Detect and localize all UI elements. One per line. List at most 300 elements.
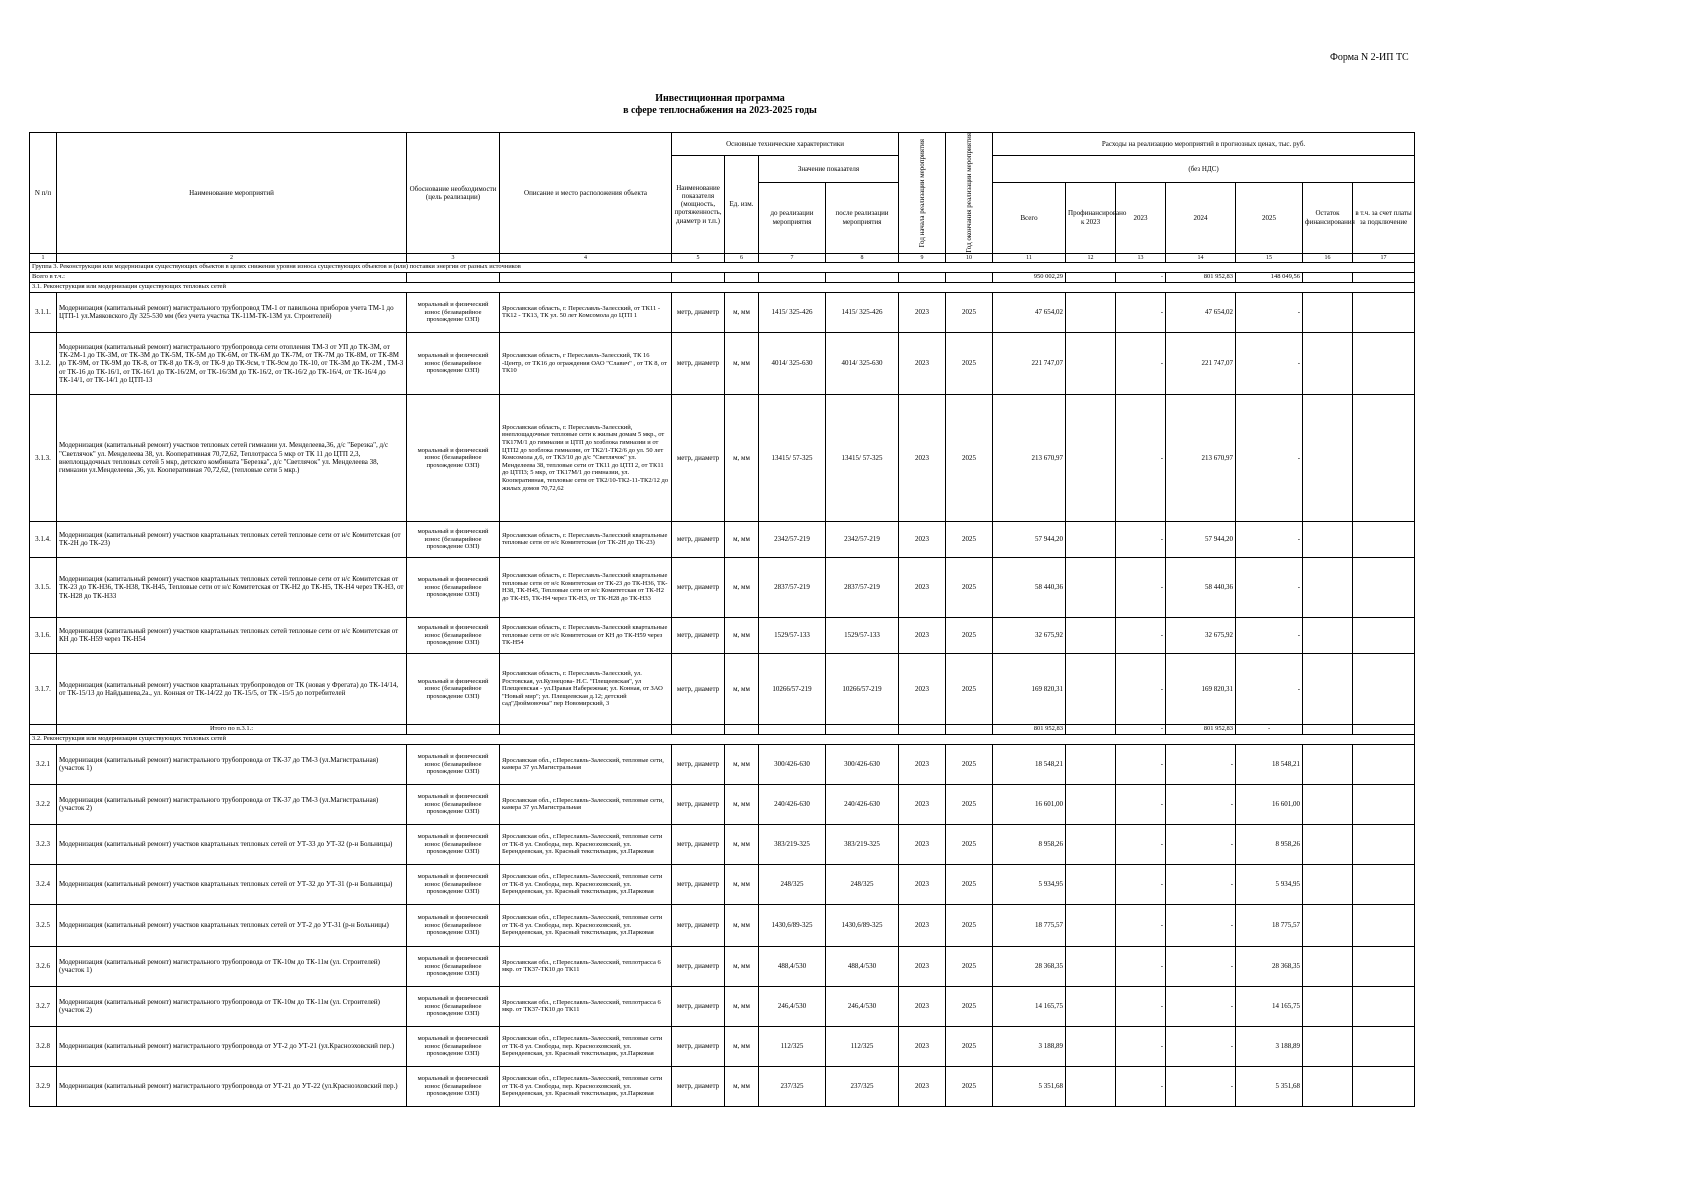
cost-2023: - [1116,904,1166,946]
title-line-1: Инвестиционная программа [655,93,785,104]
column-number: 12 [1066,253,1116,262]
unit: м, мм [725,521,759,557]
object-description: Ярославская область, г Переславль-Залесский, ТК 16 -Центр, от ТК16 до ограждения ОАО "Славич" , от ТК 8, от ТК10 [500,332,672,394]
financed [1066,946,1116,986]
unit: м, мм [725,1066,759,1106]
value-after: 2342/57-219 [826,521,899,557]
measure-name: Модернизация (капитальный ремонт) магистрального трубопровода сети отопления ТМ-3 от УП до ТК-3М, от ТК-2М-1 до ТК-3М, от ТК-3М до ТК-5М, ТК-5М до ТК-6М, от ТК-6М до ТК-7М, от ТК-7М до ТК-8М, от ТК-8М до ТК-9М, от ТК-9М до ТК-8, от ТК-8 до ТК-9, от ТК-9 до ТК-9см, т ТК-9см до ТК-10, от ТК-3М до ТК-2М , ТМ-3 от ТК-16 до ТК-16/1, от ТК-16/1 до ТК-16/2М, от ТК-16/3М до ТК-16/2, от ТК-16/2 до ТК-16/4, от ТК-16/4 до ТК-14/1, от ТК-14/1 до ЦТП-13 [57,332,407,394]
indicator: метр, диаметр [672,653,725,724]
section-3-1-heading: 3.1. Реконструкция или модернизация существующих тепловых сетей [30,282,1415,292]
table-row [30,332,1415,394]
value-before: 237/325 [759,1066,826,1106]
year-start: 2023 [899,784,946,824]
value-before: 1529/57-133 [759,617,826,653]
cost-2023: - [1116,824,1166,864]
remaining [1303,1066,1353,1106]
measure-name: Модернизация (капитальный ремонт) участков квартальных трубопроводов от ТК (новая у Фрегата) до ТК-14/14, от ТК-15/13 до Найдышева,2а., ул. Конная от ТК-14/22 до ТК-15/5, от ТК -15/5 до потребителей [57,653,407,724]
column-numbers-row [30,253,1415,262]
year-start: 2023 [899,1026,946,1066]
cost-total: 5 351,68 [993,1066,1066,1106]
col-indicator: Наименование показателя (мощность, протяженность, диаметр и т.п.) [672,156,725,254]
object-description: Ярославская обл., г.Переславль-Залесский, тепловые сети от ТК-8 ул. Свободы, пер. Красноэховский, ул. Берендеевская, ул. Красный текстильщик, ул.Парковая [500,824,672,864]
cost-2025: - [1236,557,1303,617]
value-before: 240/426-630 [759,784,826,824]
row-number: 3.1.3. [30,394,57,521]
financed [1066,1066,1116,1106]
cost-2024: 221 747,07 [1166,332,1236,394]
reason: моральный и физический износ (безаварийное прохождение ОЗП) [407,824,500,864]
cost-2024: - [1166,864,1236,904]
table-row [30,946,1415,986]
indicator: метр, диаметр [672,864,725,904]
cost-2023: - [1116,394,1166,521]
year-end: 2025 [946,1026,993,1066]
col-name: Наименование мероприятий [57,133,407,254]
financed [1066,864,1116,904]
col-tech: Основные технические характеристики [672,133,899,156]
year-start: 2023 [899,521,946,557]
cost-total: 169 820,31 [993,653,1066,724]
year-start: 2023 [899,394,946,521]
cost-2025: 18 775,57 [1236,904,1303,946]
value-before: 248/325 [759,864,826,904]
table-row [30,784,1415,824]
indicator: метр, диаметр [672,784,725,824]
table-header [30,133,1415,263]
year-end: 2025 [946,394,993,521]
total-all: 950 002,29 [993,272,1066,282]
col-financed: Профинансировано к 2023 [1066,182,1116,253]
measure-name: Модернизация (капитальный ремонт) магистрального трубопровода от УТ-2 до УТ-21 (ул.Красноэховский пер.) [57,1026,407,1066]
title-line-2: в сфере теплоснабжения на 2023-2025 годы [623,105,817,116]
cost-2024: 169 820,31 [1166,653,1236,724]
year-start: 2023 [899,557,946,617]
subtotal-total: 801 952,83 [993,724,1066,734]
cost-2025: 5 351,68 [1236,1066,1303,1106]
value-before: 4014/ 325-630 [759,332,826,394]
indicator: метр, диаметр [672,1026,725,1066]
incl-fee [1353,653,1415,724]
year-end: 2025 [946,653,993,724]
table-row [30,557,1415,617]
reason: моральный и физический износ (безаварийное прохождение ОЗП) [407,1066,500,1106]
value-before: 383/219-325 [759,824,826,864]
indicator: метр, диаметр [672,1066,725,1106]
col-after: после реализации мероприятия [826,182,899,253]
column-number: 1 [30,253,57,262]
incl-fee [1353,904,1415,946]
table-body [30,262,1415,1106]
row-number: 3.1.1. [30,292,57,332]
cost-total: 18 775,57 [993,904,1066,946]
incl-fee [1353,744,1415,784]
cost-total: 18 548,21 [993,744,1066,784]
year-end: 2025 [946,946,993,986]
cost-total: 14 165,75 [993,986,1066,1026]
table-row [30,864,1415,904]
reason: моральный и физический износ (безаварийное прохождение ОЗП) [407,946,500,986]
year-end: 2025 [946,784,993,824]
reason: моральный и физический износ (безаварийное прохождение ОЗП) [407,557,500,617]
cost-total: 57 944,20 [993,521,1066,557]
cost-2025: 5 934,95 [1236,864,1303,904]
reason: моральный и физический износ (безаварийное прохождение ОЗП) [407,864,500,904]
cost-2023: - [1116,864,1166,904]
cost-2023: - [1116,332,1166,394]
measure-name: Модернизация (капитальный ремонт) магистрального трубопровода от ТК-10м до ТК-11м (ул. Строителей) (участок 2) [57,986,407,1026]
reason: моральный и физический износ (безаварийное прохождение ОЗП) [407,394,500,521]
object-description: Ярославская обл., г.Переславль-Залесский, тепловые сети, камера 37 ул.Магистральная [500,744,672,784]
indicator: метр, диаметр [672,744,725,784]
cost-2024: - [1166,744,1236,784]
column-number: 6 [725,253,759,262]
measure-name: Модернизация (капитальный ремонт) участков квартальных тепловых сетей от УТ-2 до УТ-31 (р-н Больницы) [57,904,407,946]
total-2025: 148 049,56 [1236,272,1303,282]
value-after: 112/325 [826,1026,899,1066]
cost-2023: - [1116,744,1166,784]
measure-name: Модернизация (капитальный ремонт) участков квартальных тепловых сетей от УТ-32 до УТ-31 (р-н Больницы) [57,864,407,904]
table-row [30,617,1415,653]
financed [1066,824,1116,864]
value-before: 246,4/530 [759,986,826,1026]
financed [1066,653,1116,724]
value-after: 237/325 [826,1066,899,1106]
row-number: 3.2.7 [30,986,57,1026]
form-label: Форма N 2-ИП ТС [1330,52,1409,63]
financed [1066,617,1116,653]
incl-fee [1353,1026,1415,1066]
indicator: метр, диаметр [672,394,725,521]
section-3-2-heading: 3.2. Реконструкция или модернизация существующих тепловых сетей [30,734,1415,744]
year-start: 2023 [899,617,946,653]
col-num: N п/п [30,133,57,254]
column-number: 7 [759,253,826,262]
financed [1066,332,1116,394]
year-end: 2025 [946,904,993,946]
remaining [1303,986,1353,1026]
financed [1066,521,1116,557]
cost-2023: - [1116,1066,1166,1106]
year-start: 2023 [899,986,946,1026]
column-number: 3 [407,253,500,262]
cost-2024: - [1166,784,1236,824]
cost-2024: 57 944,20 [1166,521,1236,557]
object-description: Ярославская обл., г.Переславль-Залесский, тепловые сети от ТК-8 ул. Свободы, пер. Красноэховский, ул. Берендеевская, ул. Красный текстильщик, ул.Парковая [500,864,672,904]
value-after: 300/426-630 [826,744,899,784]
indicator: метр, диаметр [672,824,725,864]
col-2024: 2024 [1166,182,1236,253]
measure-name: Модернизация (капитальный ремонт) магистрального трубопровод ТМ-1 от павильона приборов учета ТМ-1 до ЦТП-1 ул.Маяковского Ду 325-530 мм (без учета участка ТК-11М-ТК-13М ул. Строителей) [57,292,407,332]
cost-total: 58 440,36 [993,557,1066,617]
value-after: 488,4/530 [826,946,899,986]
remaining [1303,653,1353,724]
year-start: 2023 [899,653,946,724]
object-description: Ярославская область, г. Переславль-Залесский квартальные тепловые сети от н/с Комитетская от ТК-23 до ТК-Н36, ТК-Н38, ТК-Н45, Тепловые сети от н/с Комитетская от ТК-Н2 до ТК-Н5, ТК-Н4 через ТК-Н3, от ТК-Н28 до ТК-Н33 [500,557,672,617]
cost-2023: - [1116,617,1166,653]
col-remaining: Остаток финансирования [1303,182,1353,253]
reason: моральный и физический износ (безаварийное прохождение ОЗП) [407,617,500,653]
row-number: 3.2.4 [30,864,57,904]
subtotal-row [30,724,1415,734]
year-start: 2023 [899,864,946,904]
unit: м, мм [725,986,759,1026]
unit: м, мм [725,557,759,617]
subtotal-2025: - [1236,724,1303,734]
unit: м, мм [725,332,759,394]
year-start: 2023 [899,332,946,394]
column-number: 16 [1303,253,1353,262]
total-label: Всего в т.ч.: [30,272,407,282]
measure-name: Модернизация (капитальный ремонт) участков тепловых сетей гимназии ул. Менделеева,36, д/с "Березка", д/с "Светлячок" ул. Менделеева 38, ул. Кооперативная 70,72,62, Теплотрасса 5 мкр от ТК 11 до ЦТП 2,3, внеплощадочных тепловых сетей 5 мкр, детского комбината "Березка", д/с "Светлячок" ул. Менделеева 38, гимназии ул.Менделеева ,36, ул. Кооперативная 70,72,62, (тепловые сети 5 мкр.) [57,394,407,521]
total-row [30,272,1415,282]
object-description: Ярославская область, г. Переславль-Залесский, ул. Ростовская, ул.Кузнецова- Н.С. "Плещеевская", ул Плещеевская - ул.Правая Набережная; ул. Конная, от ЗАО "Новый мир"; ул. Плещеевская д.12; детский сад"Дюймовочка" пер Новомирский, 3 [500,653,672,724]
cost-2024: 213 670,97 [1166,394,1236,521]
indicator: метр, диаметр [672,521,725,557]
column-number: 8 [826,253,899,262]
incl-fee [1353,617,1415,653]
table-row [30,394,1415,521]
value-after: 1430,6/89-325 [826,904,899,946]
year-start: 2023 [899,824,946,864]
col-year-end: Год окончания реализации мероприятия [946,133,993,254]
cost-2024: - [1166,904,1236,946]
cost-2024: - [1166,1026,1236,1066]
total-2024: 801 952,83 [1166,272,1236,282]
reason: моральный и физический износ (безаварийное прохождение ОЗП) [407,292,500,332]
col-2025: 2025 [1236,182,1303,253]
reason: моральный и физический износ (безаварийное прохождение ОЗП) [407,986,500,1026]
cost-2024: 32 675,92 [1166,617,1236,653]
incl-fee [1353,986,1415,1026]
cost-2023: - [1116,1026,1166,1066]
table-row [30,1026,1415,1066]
cost-2025: 14 165,75 [1236,986,1303,1026]
indicator: метр, диаметр [672,904,725,946]
value-before: 13415/ 57-325 [759,394,826,521]
year-end: 2025 [946,521,993,557]
table-row [30,904,1415,946]
cost-2025: - [1236,394,1303,521]
value-after: 10266/57-219 [826,653,899,724]
remaining [1303,824,1353,864]
reason: моральный и физический износ (безаварийное прохождение ОЗП) [407,521,500,557]
value-after: 2837/57-219 [826,557,899,617]
measure-name: Модернизация (капитальный ремонт) магистрального трубопровода от УТ-21 до УТ-22 (ул.Красноэховский пер.) [57,1066,407,1106]
subtotal-2023: - [1116,724,1166,734]
col-before: до реализации мероприятия [759,182,826,253]
reason: моральный и физический износ (безаварийное прохождение ОЗП) [407,1026,500,1066]
row-number: 3.1.7. [30,653,57,724]
value-after: 248/325 [826,864,899,904]
total-2023: - [1116,272,1166,282]
year-end: 2025 [946,617,993,653]
row-number: 3.2.2 [30,784,57,824]
unit: м, мм [725,946,759,986]
table-row [30,653,1415,724]
col-year-start: Год начала реализации мероприятия [899,133,946,254]
cost-2025: - [1236,521,1303,557]
unit: м, мм [725,744,759,784]
column-number: 15 [1236,253,1303,262]
incl-fee [1353,784,1415,824]
value-before: 488,4/530 [759,946,826,986]
row-number: 3.2.5 [30,904,57,946]
object-description: Ярославская область, г. Переславль-Залесский квартальные тепловые сети от н/с Комитетская от КН до ТК-Н59 через ТК-Н54 [500,617,672,653]
object-description: Ярославская обл., г.Переславль-Залесский, тепловые сети от ТК-8 ул. Свободы, пер. Красноэховский, ул. Берендеевская, ул. Красный текстильщик, ул.Парковая [500,1026,672,1066]
unit: м, мм [725,617,759,653]
table-row [30,824,1415,864]
year-end: 2025 [946,332,993,394]
value-before: 300/426-630 [759,744,826,784]
financed [1066,557,1116,617]
measure-name: Модернизация (капитальный ремонт) участков квартальных тепловых сетей от УТ-33 до УТ-32 (р-н Больницы) [57,824,407,864]
col-unit: Ед. изм. [725,156,759,254]
cost-2023: - [1116,784,1166,824]
table-row [30,1066,1415,1106]
row-number: 3.2.1 [30,744,57,784]
row-number: 3.1.4. [30,521,57,557]
table-row [30,521,1415,557]
year-end: 2025 [946,1066,993,1106]
cost-2024: 47 654,02 [1166,292,1236,332]
column-number: 14 [1166,253,1236,262]
measure-name: Модернизация (капитальный ремонт) магистрального трубопровода от ТК-10м до ТК-11м (ул. Строителей) (участок 1) [57,946,407,986]
col-vat: (без НДС) [993,156,1415,183]
remaining [1303,744,1353,784]
cost-2024: - [1166,946,1236,986]
cost-2025: 3 188,89 [1236,1026,1303,1066]
value-before: 10266/57-219 [759,653,826,724]
indicator: метр, диаметр [672,557,725,617]
column-number: 9 [899,253,946,262]
year-start: 2023 [899,904,946,946]
row-number: 3.2.9 [30,1066,57,1106]
cost-2025: - [1236,617,1303,653]
reason: моральный и физический износ (безаварийное прохождение ОЗП) [407,744,500,784]
year-start: 2023 [899,744,946,784]
year-end: 2025 [946,986,993,1026]
object-description: Ярославская область, г. Переславль-Залесский квартальные тепловые сети от н/с Комитетская (от ТК-2Н до ТК-23) [500,521,672,557]
unit: м, мм [725,904,759,946]
reason: моральный и физический износ (безаварийное прохождение ОЗП) [407,653,500,724]
row-number: 3.1.6. [30,617,57,653]
column-number: 4 [500,253,672,262]
col-value-group: Значение показателя [759,156,899,183]
financed [1066,744,1116,784]
object-description: Ярославская область, г. Переславль-Залесский, внеплощадочные тепловые сети к жилым домам 5 мкр., от ТК17М/1 до гимназии и ЦТП до хозблока гимназии и от ЦТП2 до хозблока гимназии, от ТК2/1-ТК2/6 до ул. 50 лет Комсомола д.6, от ТК3/10 до д/с "Светлячок" ул. Менделеева 38, тепловые сети от ТК11 до ЦТП 2, от ТК11 до ЦТП3; 5 мкр, от ТК17М/1 до гимназии, ул. Кооперативная, тепловые сети от ТК2/10-ТК2-11-ТК2/12 до жилых домов 70,72,62 [500,394,672,521]
measure-name: Модернизация (капитальный ремонт) магистрального трубопровода от ТК-37 до ТМ-3 (ул.Магистральная) (участок 1) [57,744,407,784]
incl-fee [1353,824,1415,864]
value-before: 2342/57-219 [759,521,826,557]
indicator: метр, диаметр [672,617,725,653]
object-description: Ярославская обл., г.Переславль-Залесский, тепловые сети от ТК-8 ул. Свободы, пер. Красноэховский, ул. Берендеевская, ул. Красный текстильщик, ул.Парковая [500,1066,672,1106]
object-description: Ярославская обл., г.Переславль-Залесский, тепловые сети, камера 37 ул.Магистральная [500,784,672,824]
unit: м, мм [725,824,759,864]
investment-table [29,132,1415,1107]
value-after: 4014/ 325-630 [826,332,899,394]
value-after: 240/426-630 [826,784,899,824]
financed [1066,292,1116,332]
object-description: Ярославская область, г. Переславль-Залесский, от ТК11 - ТК12 - ТК13, ТК ул. 50 лет Комсомола до ЦТП 1 [500,292,672,332]
remaining [1303,521,1353,557]
incl-fee [1353,394,1415,521]
value-after: 383/219-325 [826,824,899,864]
col-total: Всего [993,182,1066,253]
reason: моральный и физический износ (безаварийное прохождение ОЗП) [407,904,500,946]
col-costs: Расходы на реализацию мероприятий в прогнозных ценах, тыс. руб. [993,133,1415,156]
object-description: Ярославская обл., г.Переславль-Залесский, теплотрасса 6 мкр. от ТК37-ТК10 до ТК11 [500,946,672,986]
table-row [30,292,1415,332]
cost-2024: - [1166,1066,1236,1106]
column-number: 13 [1116,253,1166,262]
cost-2024: - [1166,824,1236,864]
subtotal-2024: 801 952,83 [1166,724,1236,734]
object-description: Ярославская обл., г.Переславль-Залесский, теплотрасса 6 мкр. от ТК37-ТК10 до ТК11 [500,986,672,1026]
col-reason: Обоснование необходимости (цель реализации) [407,133,500,254]
cost-total: 221 747,07 [993,332,1066,394]
cost-2023: - [1116,292,1166,332]
document-title [0,93,1440,117]
cost-2024: 58 440,36 [1166,557,1236,617]
cost-2025: 16 601,00 [1236,784,1303,824]
col-desc: Описание и место расположения объекта [500,133,672,254]
value-before: 2837/57-219 [759,557,826,617]
year-start: 2023 [899,946,946,986]
incl-fee [1353,864,1415,904]
remaining [1303,394,1353,521]
remaining [1303,904,1353,946]
cost-2025: - [1236,292,1303,332]
cost-2025: - [1236,332,1303,394]
value-before: 1415/ 325-426 [759,292,826,332]
indicator: метр, диаметр [672,292,725,332]
financed [1066,904,1116,946]
indicator: метр, диаметр [672,946,725,986]
column-number: 2 [57,253,407,262]
remaining [1303,617,1353,653]
remaining [1303,557,1353,617]
cost-2023: - [1116,557,1166,617]
cost-2025: 18 548,21 [1236,744,1303,784]
year-end: 2025 [946,744,993,784]
remaining [1303,784,1353,824]
year-end: 2025 [946,557,993,617]
remaining [1303,332,1353,394]
cost-total: 28 368,35 [993,946,1066,986]
measure-name: Модернизация (капитальный ремонт) участков квартальных тепловых сетей тепловые сети от н/с Комитетская от КН до ТК-Н59 через ТК-Н54 [57,617,407,653]
cost-total: 3 188,89 [993,1026,1066,1066]
column-number: 10 [946,253,993,262]
table-row [30,986,1415,1026]
remaining [1303,864,1353,904]
value-after: 246,4/530 [826,986,899,1026]
remaining [1303,946,1353,986]
year-end: 2025 [946,292,993,332]
row-number: 3.1.5. [30,557,57,617]
unit: м, мм [725,864,759,904]
row-number: 3.2.8 [30,1026,57,1066]
reason: моральный и физический износ (безаварийное прохождение ОЗП) [407,784,500,824]
incl-fee [1353,292,1415,332]
financed [1066,1026,1116,1066]
incl-fee [1353,1066,1415,1106]
cost-total: 16 601,00 [993,784,1066,824]
cost-total: 32 675,92 [993,617,1066,653]
year-start: 2023 [899,292,946,332]
measure-name: Модернизация (капитальный ремонт) участков квартальных тепловых сетей тепловые сети от н/с Комитетская от ТК-23 до ТК-Н36, ТК-Н38, ТК-Н45, Тепловые сети от н/с Комитетская от ТК-Н2 до ТК-Н5, ТК-Н4 через ТК-Н3, от ТК-Н28 до ТК-Н33 [57,557,407,617]
unit: м, мм [725,292,759,332]
column-number: 5 [672,253,725,262]
